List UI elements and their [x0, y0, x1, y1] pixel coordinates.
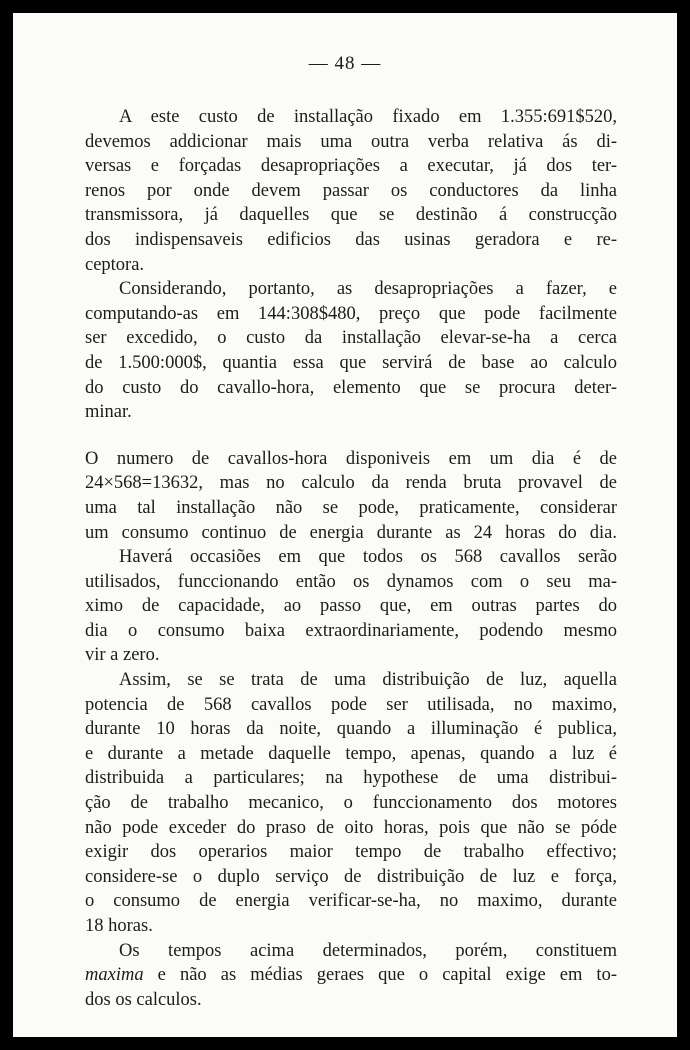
text-line: Haverá occasiões em que todos os 568 cavallos serão — [119, 547, 617, 568]
text-line: exigir dos operarios maior tempo de trabalho effectivo; — [85, 842, 617, 863]
text-line: 18 horas. — [85, 916, 153, 936]
text-line: distribuida a particulares; na hypothese de uma distribui- — [85, 768, 617, 789]
document-page — [13, 13, 677, 1037]
text-line: Considerando, portanto, as desapropriações a fazer, e — [119, 279, 617, 300]
paragraph-3 — [85, 447, 617, 545]
text-line: o consumo de energia verificar-se-ha, no maximo, durante — [85, 891, 617, 912]
text-line: ção de trabalho mecanico, o funccionamento dos motores — [85, 793, 617, 814]
page-number: — 48 — — [308, 53, 382, 74]
body-text — [85, 105, 617, 1012]
text-line: A este custo de installação fixado em 1.355:691$520, — [119, 107, 617, 127]
paragraph-4 — [85, 545, 617, 668]
paragraph-5 — [85, 668, 617, 939]
text-line: transmissora, já daquelles que se destinão á construcção — [85, 205, 617, 226]
text-line: de 1.500:000$, quantia essa que servirá de base ao calculo — [85, 352, 617, 373]
text-line: ximo de capacidade, ao passo que, em outras partes do — [85, 596, 617, 617]
text-line: renos por onde devem passar os conductores da linha — [85, 180, 617, 201]
text-line: 24×568=13632, mas no calculo da renda bruta provavel de — [85, 473, 617, 494]
text-line: dia o consumo baixa extraordinariamente, podendo mesmo — [85, 620, 617, 641]
text-line: dos os calculos. — [85, 989, 202, 1010]
text-line: computando-as em 144:308$480, preço que pode facilmente — [85, 303, 617, 324]
text-line-with-emphasis — [85, 963, 617, 988]
text-line: ceptora. — [85, 254, 145, 275]
text-line: vir a zero. — [85, 645, 160, 666]
text-line: versas e forçadas desapropriações a executar, já dos ter- — [85, 156, 617, 177]
section-gap — [85, 425, 617, 447]
text-line: devemos addicionar mais uma outra verba relativa ás di- — [85, 131, 617, 152]
text-line: Os tempos acima determinados, porém, constituem — [119, 940, 617, 961]
text-line: potencia de 568 cavallos pode ser utilisada, no maximo, — [85, 694, 617, 715]
text-line: e durante a metade daquelle tempo, apenas, quando a luz é — [85, 743, 617, 764]
text-line: O numero de cavallos-hora disponiveis em um dia é de — [85, 448, 617, 469]
text-line: não pode exceder do praso de oito horas, pois que não se póde — [85, 817, 617, 838]
text-line: dos indispensaveis edificios das usinas geradora e re- — [85, 229, 617, 250]
paragraph-1 — [85, 105, 617, 277]
emphasized-word: maxima — [85, 965, 144, 986]
text-fragment: e não as médias geraes que o capital exige em to- — [143, 965, 617, 986]
text-line: ser excedido, o custo da installação elevar-se-ha a cerca — [85, 328, 617, 349]
paragraph-6 — [85, 939, 617, 1013]
text-line: do custo do cavallo-hora, elemento que se procura deter- — [85, 377, 617, 398]
text-line: minar. — [85, 402, 132, 423]
text-line: um consumo continuo de energia durante as 24 horas do dia. — [85, 522, 617, 543]
text-line: Assim, se se trata de uma distribuição de luz, aquella — [119, 670, 617, 691]
text-line: uma tal installação não se pode, praticamente, considerar — [85, 497, 617, 518]
text-line: utilisados, funccionando então os dynamos com o seu ma- — [85, 571, 617, 592]
paragraph-2 — [85, 277, 617, 425]
text-line: durante 10 horas da noite, quando a illuminação é publica, — [85, 719, 617, 740]
text-line: considere-se o duplo serviço de distribuição de luz e força, — [85, 866, 617, 887]
